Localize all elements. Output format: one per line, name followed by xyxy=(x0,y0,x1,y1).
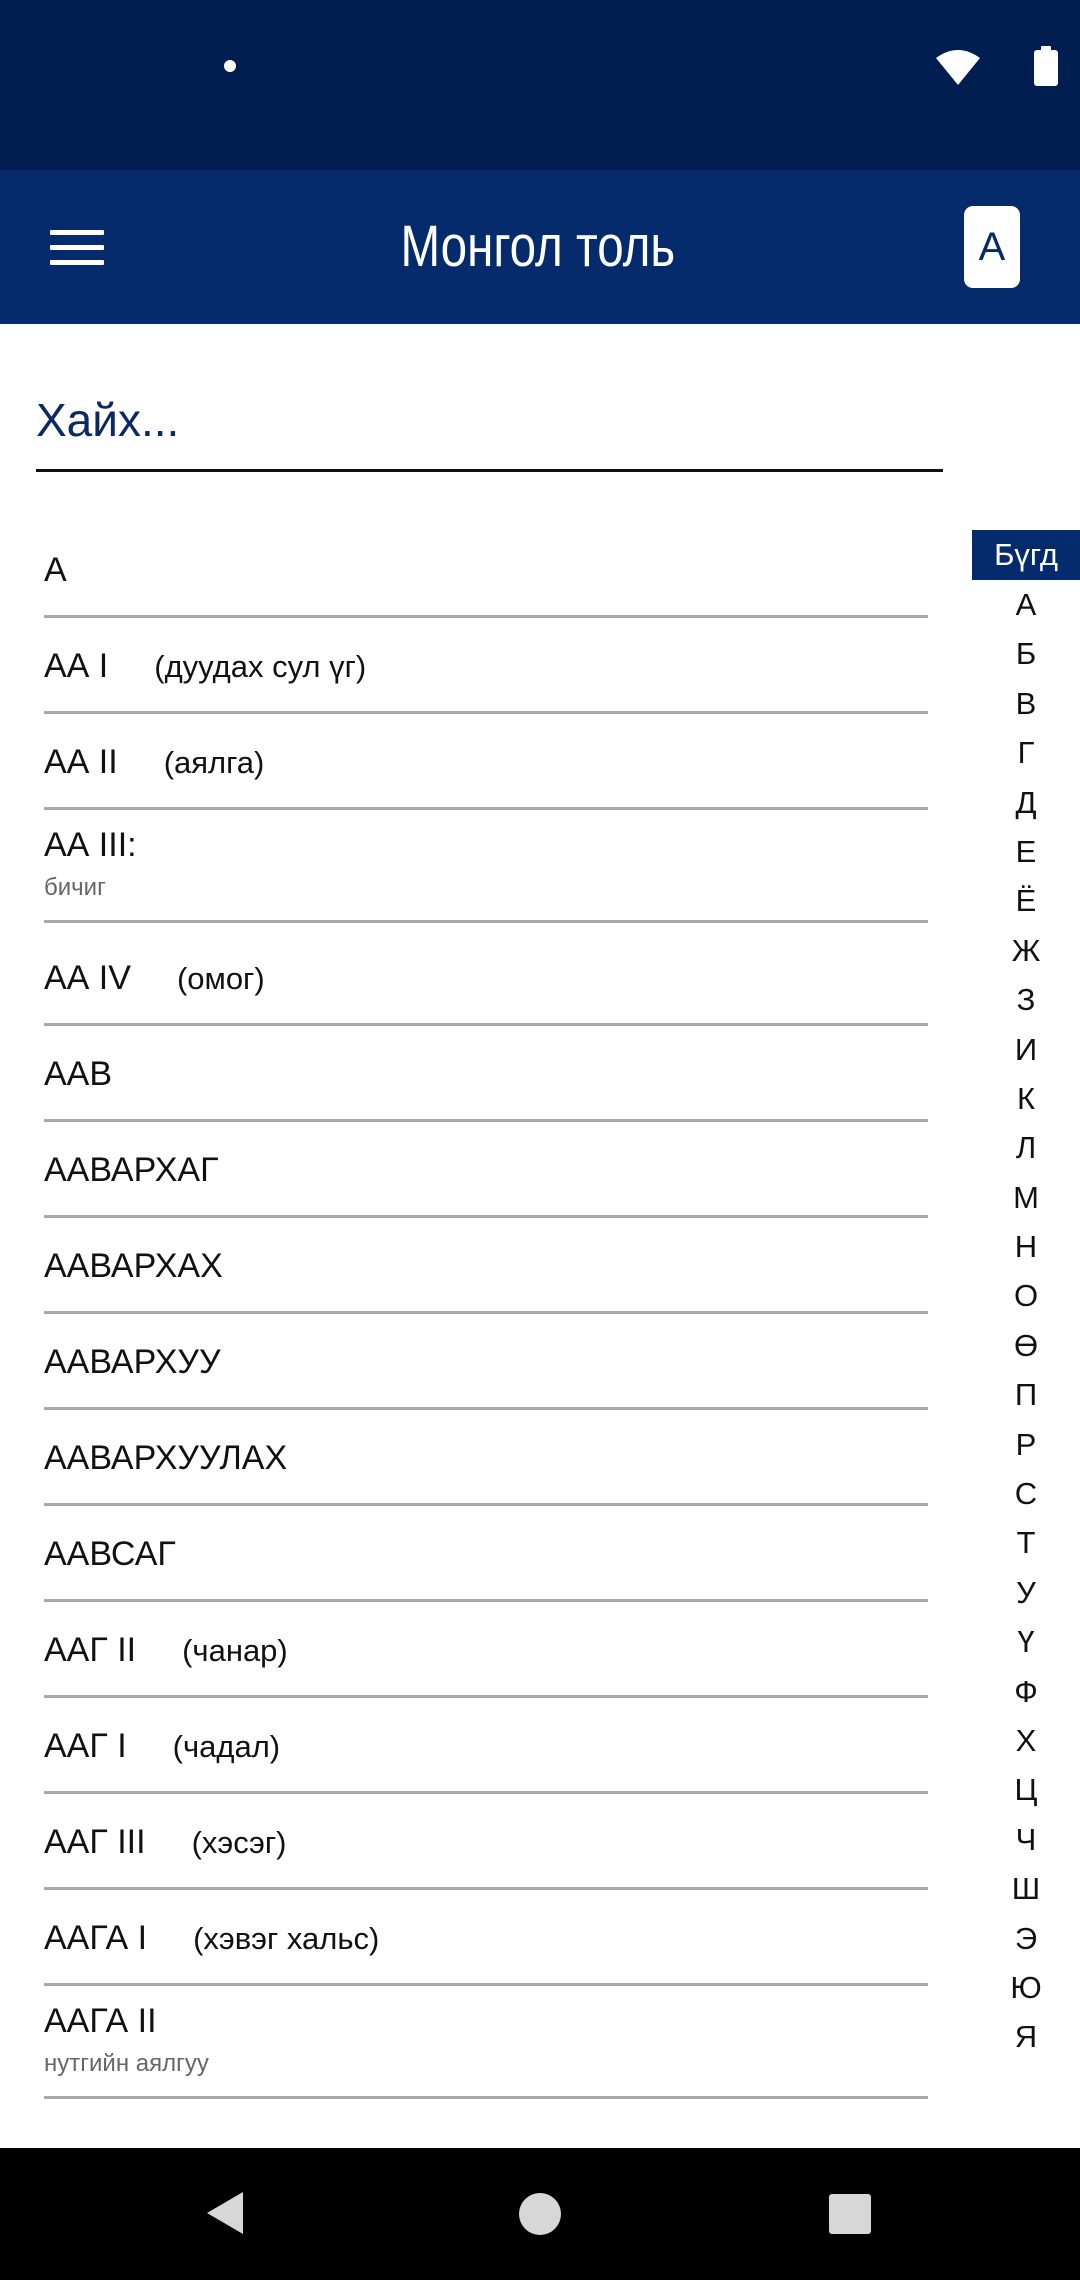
alphabet-letter[interactable]: Ү xyxy=(1017,1624,1035,1660)
word-meaning: (аялга) xyxy=(163,745,265,780)
word-entry-line xyxy=(44,1439,287,1478)
alphabet-letter[interactable]: Ю xyxy=(1010,1969,1042,2005)
word-entry-line xyxy=(44,743,264,782)
alphabet-letter[interactable]: И xyxy=(1014,1031,1038,1067)
status-bar xyxy=(0,0,1080,170)
word-meaning: (хэсэг) xyxy=(191,1825,287,1860)
headword: А xyxy=(44,551,67,589)
headword: ААГ I xyxy=(44,1727,127,1765)
word-entry-line xyxy=(44,1919,379,1958)
system-navigation-bar xyxy=(0,2148,1080,2280)
alphabet-letter[interactable]: Б xyxy=(1015,636,1037,672)
word-subtext: бичиг xyxy=(44,874,106,901)
alphabet-letter[interactable]: Т xyxy=(1016,1525,1036,1561)
headword: АА I xyxy=(44,647,109,685)
headword: АА IV xyxy=(44,959,131,997)
headword: ААВАРХАГ xyxy=(44,1151,219,1189)
headword: ААГА I xyxy=(44,1919,148,1957)
word-entry-line xyxy=(44,1823,287,1862)
alphabet-letter[interactable]: З xyxy=(1016,982,1036,1018)
word-list-item[interactable] xyxy=(44,1698,928,1794)
word-entry-line xyxy=(44,959,265,998)
word-list-item[interactable] xyxy=(44,810,928,923)
word-list-item[interactable] xyxy=(44,1122,928,1218)
word-list-item[interactable] xyxy=(44,1026,928,1122)
headword: ААГА II xyxy=(44,2002,157,2040)
alphabet-letter[interactable]: Е xyxy=(1015,833,1037,869)
alphabet-index xyxy=(972,530,1080,2062)
word-entry-line xyxy=(44,2002,157,2041)
alphabet-letter[interactable]: П xyxy=(1014,1377,1038,1413)
headword: ААВАРХАХ xyxy=(44,1247,223,1285)
word-list-item[interactable] xyxy=(44,1794,928,1890)
app-title: Монгол толь xyxy=(400,214,676,279)
word-list-item[interactable] xyxy=(44,1410,928,1506)
word-entry-line xyxy=(44,1631,288,1670)
word-meaning: (дуудах сул үг) xyxy=(154,649,367,684)
word-entry-line xyxy=(44,1247,223,1286)
alphabet-letter[interactable]: Н xyxy=(1014,1229,1038,1265)
headword: ААВСАГ xyxy=(44,1535,176,1573)
home-icon[interactable] xyxy=(519,2193,561,2235)
alphabet-letter[interactable]: У xyxy=(1016,1574,1036,1610)
word-list xyxy=(44,522,928,2099)
alphabet-letter[interactable]: К xyxy=(1016,1080,1036,1116)
word-entry-line xyxy=(44,1535,176,1574)
headword: ААГ III xyxy=(44,1823,146,1861)
word-entry-line xyxy=(44,1055,112,1094)
word-list-item[interactable] xyxy=(44,930,928,1026)
word-list-item[interactable] xyxy=(44,1314,928,1410)
alphabet-letter[interactable]: Ө xyxy=(1013,1327,1039,1363)
app-bar xyxy=(0,170,1080,324)
search-bar xyxy=(36,370,943,472)
alphabet-letter[interactable]: А xyxy=(1015,587,1037,622)
alphabet-letter[interactable]: Я xyxy=(1014,2019,1038,2055)
alphabet-letter[interactable]: Л xyxy=(1015,1130,1037,1166)
headword: ААВАРХУУЛАХ xyxy=(44,1439,288,1477)
alphabet-letter[interactable]: В xyxy=(1015,685,1037,721)
word-entry-line xyxy=(44,647,366,686)
alphabet-all-button[interactable]: Бүгд xyxy=(972,530,1080,580)
alphabet-letter[interactable]: Х xyxy=(1015,1722,1037,1758)
headword: ААВАРХУУ xyxy=(44,1343,221,1381)
alphabet-letter[interactable]: О xyxy=(1013,1278,1039,1314)
back-icon[interactable] xyxy=(205,2190,245,2236)
headword: АА III: xyxy=(44,826,137,864)
word-list-item[interactable] xyxy=(44,1506,928,1602)
alphabet-letter[interactable]: Ц xyxy=(1014,1772,1038,1808)
headword: ААГ II xyxy=(44,1631,137,1669)
word-entry-line xyxy=(44,551,67,590)
word-list-item[interactable] xyxy=(44,1602,928,1698)
alphabet-letter[interactable]: Д xyxy=(1015,784,1037,820)
word-subtext: нутгийн аялгуу xyxy=(44,2050,209,2077)
word-entry-line xyxy=(44,1343,221,1382)
word-meaning: (хэвэг хальс) xyxy=(193,1921,380,1956)
word-list-item[interactable] xyxy=(44,618,928,714)
alphabet-letter[interactable]: Э xyxy=(1014,1920,1038,1956)
recents-icon[interactable] xyxy=(829,2194,871,2234)
alphabet-letter[interactable]: Ч xyxy=(1015,1821,1037,1857)
alphabet-letter[interactable]: М xyxy=(1013,1179,1039,1215)
word-list-item[interactable] xyxy=(44,714,928,810)
alphabet-letter[interactable]: Ж xyxy=(1011,932,1041,968)
word-meaning: (чадал) xyxy=(172,1729,281,1764)
font-size-button[interactable]: A xyxy=(964,206,1020,288)
word-list-item[interactable] xyxy=(44,522,928,618)
word-entry-line xyxy=(44,826,137,865)
word-list-item[interactable] xyxy=(44,1218,928,1314)
word-list-item[interactable] xyxy=(44,1986,928,2099)
alphabet-letter[interactable]: Г xyxy=(1017,735,1035,771)
word-entry-line xyxy=(44,1727,280,1766)
alphabet-letter[interactable]: Р xyxy=(1015,1426,1037,1462)
battery-icon xyxy=(1034,46,1058,86)
headword: ААВ xyxy=(44,1055,113,1093)
word-list-item[interactable] xyxy=(44,1890,928,1986)
notification-dot-icon xyxy=(224,60,236,72)
word-meaning: (чанар) xyxy=(182,1633,288,1668)
alphabet-letter[interactable]: Ё xyxy=(1015,883,1037,919)
alphabet-letter[interactable]: С xyxy=(1014,1476,1038,1512)
alphabet-letter[interactable]: Ф xyxy=(1014,1673,1038,1709)
word-entry-line xyxy=(44,1151,219,1190)
wifi-icon xyxy=(934,48,982,86)
word-meaning: (омог) xyxy=(176,961,265,996)
alphabet-letter[interactable]: Ш xyxy=(1011,1871,1041,1907)
search-input[interactable] xyxy=(36,370,943,470)
headword: АА II xyxy=(44,743,118,781)
